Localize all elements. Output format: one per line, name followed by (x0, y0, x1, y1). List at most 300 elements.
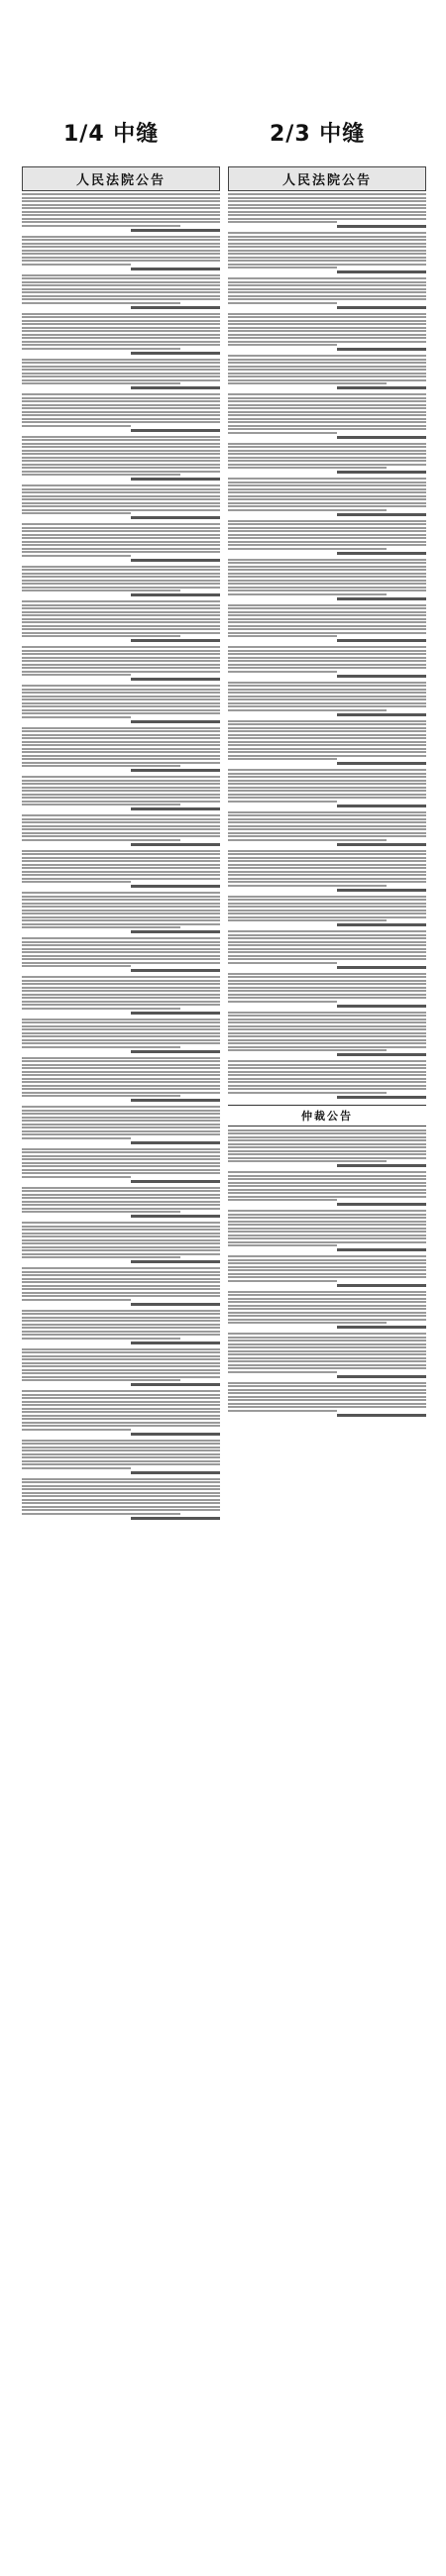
text-line (22, 460, 220, 462)
text-line (228, 705, 426, 707)
text-line (228, 948, 426, 950)
court-signature-line (22, 639, 220, 642)
court-notice-text (228, 393, 426, 434)
text-line (22, 1106, 220, 1108)
text-line (228, 653, 426, 655)
text-line (228, 1150, 426, 1152)
text-line (228, 878, 426, 880)
text-line (22, 488, 220, 490)
text-line (22, 910, 220, 912)
text-line (228, 671, 337, 673)
court-signature-line (228, 1375, 426, 1378)
text-line (228, 885, 387, 887)
court-notice-text (228, 559, 426, 595)
text-line (228, 1262, 426, 1264)
text-line (228, 987, 426, 989)
text-line (228, 1157, 426, 1159)
text-line (22, 780, 220, 782)
text-line (22, 253, 220, 255)
court-notice-text (228, 973, 426, 1003)
court-signature-line (228, 1326, 426, 1329)
text-line (22, 650, 220, 652)
text-line (228, 502, 426, 504)
text-line (22, 277, 220, 279)
text-line (228, 1074, 426, 1076)
text-line (228, 498, 426, 500)
text-line (228, 530, 426, 532)
text-line (22, 509, 220, 511)
text-line (22, 864, 220, 866)
text-line (22, 243, 220, 245)
text-line (228, 1269, 426, 1271)
text-line (228, 407, 426, 409)
text-line (22, 257, 220, 259)
court-notice-text (22, 814, 220, 841)
court-signature-line (228, 805, 426, 807)
text-line (22, 1124, 220, 1126)
text-line (228, 709, 387, 711)
text-line (228, 857, 426, 859)
text-line (22, 727, 220, 729)
text-line (228, 881, 426, 883)
text-line (228, 218, 426, 220)
text-line (22, 341, 220, 343)
court-notice-text (22, 892, 220, 928)
text-line (228, 1367, 426, 1369)
text-line (22, 1190, 220, 1192)
text-line (228, 376, 426, 377)
text-line (22, 1239, 220, 1241)
text-line (22, 1008, 180, 1010)
text-line (22, 1467, 131, 1469)
text-line (228, 1337, 426, 1339)
text-line (228, 505, 426, 507)
court-notice-text (228, 1012, 426, 1052)
text-line (228, 874, 426, 876)
text-line (228, 569, 426, 571)
court-signature-line (22, 1141, 220, 1144)
text-line (22, 1492, 220, 1494)
text-line (228, 393, 426, 395)
text-line (228, 1019, 426, 1020)
text-line (228, 1241, 426, 1243)
text-line (22, 916, 220, 918)
court-signature-line (228, 889, 426, 892)
text-line (228, 1276, 426, 1278)
right-column-banner: 人民法院公告 (228, 166, 426, 191)
text-line (22, 1060, 220, 1062)
text-line (22, 1418, 220, 1420)
text-line (228, 1067, 426, 1069)
text-line (22, 225, 180, 227)
text-line (228, 320, 426, 322)
court-signature-line (22, 386, 220, 389)
text-line (22, 366, 220, 368)
text-line (228, 460, 426, 462)
text-line (228, 544, 426, 546)
court-notice-text (22, 685, 220, 718)
court-notice-text (22, 484, 220, 514)
text-line (22, 923, 220, 925)
text-line (22, 397, 220, 399)
text-line (22, 1064, 220, 1066)
text-line (228, 298, 426, 300)
text-line (228, 930, 426, 932)
text-line (22, 359, 220, 361)
text-line (228, 1042, 426, 1044)
text-line (22, 439, 220, 441)
text-line (228, 488, 426, 490)
text-line (22, 965, 131, 967)
text-line (228, 723, 426, 725)
text-line (22, 737, 220, 739)
text-line (22, 1447, 220, 1449)
text-line (22, 1460, 220, 1462)
text-line (228, 1146, 426, 1148)
text-line (228, 482, 426, 483)
text-line (22, 250, 220, 252)
text-line (22, 892, 220, 894)
text-line (22, 211, 220, 213)
text-line (228, 239, 426, 241)
text-line (228, 1001, 337, 1003)
court-signature-line (228, 306, 426, 309)
text-line (22, 1456, 220, 1458)
court-signature-line (22, 930, 220, 933)
text-line (228, 621, 426, 623)
court-notice-text (22, 393, 220, 427)
text-line (22, 871, 220, 873)
text-line (22, 197, 220, 199)
text-line (22, 712, 220, 714)
text-line (228, 590, 426, 591)
court-notice-text (228, 896, 426, 922)
court-signature-line (22, 593, 220, 596)
text-line (22, 580, 220, 582)
text-line (22, 825, 220, 827)
text-line (228, 1196, 426, 1198)
text-line (22, 1130, 220, 1132)
text-line (22, 1509, 220, 1511)
text-line (22, 1348, 220, 1350)
text-line (22, 450, 220, 452)
text-line (22, 1394, 220, 1396)
text-line (228, 527, 426, 529)
text-line (228, 1343, 426, 1345)
text-line (228, 1294, 426, 1296)
text-line (228, 618, 426, 620)
text-line (228, 794, 426, 796)
text-line (22, 1253, 220, 1255)
text-line (22, 604, 220, 606)
text-line (228, 264, 426, 266)
text-line (228, 1305, 426, 1307)
text-line (22, 600, 220, 602)
text-line (228, 818, 426, 820)
text-line (228, 1280, 337, 1282)
court-notice-text (228, 769, 426, 803)
text-line (22, 1148, 220, 1150)
text-line (22, 330, 220, 332)
text-line (22, 990, 220, 992)
text-line (22, 1025, 220, 1027)
court-signature-line (228, 966, 426, 969)
text-line (228, 776, 426, 778)
text-line (22, 573, 220, 575)
text-line (22, 1415, 220, 1417)
text-line (22, 941, 220, 943)
text-line (22, 1372, 220, 1374)
text-line (22, 614, 220, 616)
text-line (228, 257, 426, 259)
court-notice-text (228, 1333, 426, 1373)
text-line (22, 625, 220, 627)
text-line (228, 1298, 426, 1300)
text-line (22, 1155, 220, 1157)
text-line (228, 260, 426, 262)
text-line (228, 814, 426, 816)
text-line (22, 794, 220, 796)
text-line (228, 450, 426, 452)
court-notice-text (228, 443, 426, 470)
text-line (228, 587, 426, 589)
text-line (22, 762, 220, 764)
text-line (22, 1278, 220, 1280)
left-notice-body (22, 193, 220, 1520)
text-line (22, 1481, 220, 1483)
text-line (228, 1396, 426, 1398)
court-notice-text (228, 232, 426, 268)
text-line (22, 443, 220, 445)
court-notice-text (22, 1057, 220, 1098)
text-line (22, 689, 220, 691)
text-line (22, 1222, 220, 1224)
text-line (22, 583, 220, 585)
text-line (22, 400, 220, 402)
court-signature-line (22, 559, 220, 562)
court-signature-line (22, 1433, 220, 1436)
court-notice-text (22, 1348, 220, 1382)
text-line (22, 1331, 220, 1333)
text-line (22, 418, 220, 420)
court-signature-line (228, 348, 426, 351)
text-line (22, 453, 220, 455)
text-line (22, 1513, 180, 1515)
text-line (228, 1333, 426, 1335)
text-line (228, 1139, 426, 1141)
court-signature-line (228, 1414, 426, 1417)
text-line (22, 1172, 220, 1174)
text-line (22, 537, 220, 539)
text-line (228, 941, 426, 943)
text-line (22, 702, 220, 704)
court-signature-line (22, 229, 220, 232)
text-line (22, 527, 220, 529)
text-line (22, 1334, 220, 1336)
text-line (22, 758, 220, 760)
text-line (228, 801, 337, 803)
text-line (228, 576, 426, 578)
text-line (22, 1249, 220, 1251)
text-line (228, 277, 426, 279)
text-line (22, 1365, 220, 1367)
text-line (22, 1208, 220, 1210)
text-line (22, 1057, 220, 1059)
court-signature-line (228, 713, 426, 716)
text-line (22, 1197, 220, 1199)
text-line (22, 204, 220, 206)
text-line (22, 828, 220, 830)
court-signature-line (228, 270, 426, 273)
text-line (228, 727, 426, 729)
text-line (228, 193, 426, 195)
text-line (228, 1129, 426, 1131)
text-line (228, 397, 426, 399)
text-line (22, 1449, 220, 1451)
text-line (228, 366, 426, 368)
text-line (228, 457, 426, 459)
text-line (228, 839, 387, 841)
text-line (22, 797, 220, 799)
text-line (22, 804, 180, 805)
court-signature-line (22, 769, 220, 772)
text-line (22, 948, 220, 950)
court-notice-text (22, 1187, 220, 1214)
court-signature-line (22, 429, 220, 432)
text-line (228, 359, 426, 361)
text-line (22, 348, 180, 350)
text-line (22, 674, 131, 676)
court-signature-line (228, 1053, 426, 1056)
text-line (22, 926, 180, 928)
text-line (228, 200, 426, 202)
text-line (228, 281, 426, 283)
text-line (22, 512, 131, 514)
court-signature-line (22, 969, 220, 972)
text-line (22, 1028, 220, 1030)
text-line (228, 1231, 426, 1233)
court-signature-line (22, 516, 220, 519)
text-line (22, 1085, 220, 1087)
court-notice-text (228, 1060, 426, 1094)
text-line (22, 323, 220, 325)
court-notice-text (22, 646, 220, 676)
text-line (228, 1060, 426, 1062)
text-line (22, 1376, 220, 1378)
text-line (228, 604, 426, 606)
text-line (22, 997, 220, 999)
text-line (22, 1092, 220, 1094)
text-line (22, 1281, 220, 1283)
text-line (228, 197, 426, 199)
court-signature-line (228, 675, 426, 678)
text-line (228, 341, 426, 343)
text-line (228, 400, 426, 402)
court-signature-line (228, 762, 426, 765)
court-signature-line (22, 1012, 220, 1015)
text-line (22, 692, 220, 694)
text-line (22, 1081, 220, 1083)
text-line (228, 990, 426, 992)
text-line (228, 1049, 387, 1051)
text-line (228, 1064, 426, 1066)
text-line (228, 934, 426, 936)
text-line (22, 1506, 220, 1508)
text-line (22, 313, 220, 315)
text-line (228, 288, 426, 290)
text-line (22, 1320, 220, 1322)
text-line (228, 769, 426, 771)
court-signature-line (228, 1005, 426, 1008)
court-notice-text (22, 850, 220, 884)
court-signature-line (22, 478, 220, 481)
text-line (228, 580, 426, 582)
text-line (22, 1233, 220, 1234)
text-line (22, 734, 220, 736)
text-line (22, 1267, 220, 1269)
text-line (228, 962, 337, 964)
court-notice-text (228, 850, 426, 887)
text-line (228, 751, 426, 753)
text-line (22, 776, 220, 778)
text-line (22, 919, 220, 921)
text-line (22, 1074, 220, 1076)
text-line (228, 1371, 337, 1373)
text-line (228, 467, 387, 469)
text-line (22, 1317, 220, 1319)
text-line (228, 741, 426, 743)
text-line (22, 464, 220, 466)
text-line (22, 1256, 180, 1258)
text-line (22, 660, 220, 662)
court-notice-text (228, 355, 426, 384)
text-line (228, 562, 426, 564)
text-line (228, 1291, 426, 1293)
text-line (22, 218, 220, 220)
court-signature-line (228, 552, 426, 555)
text-line (22, 628, 220, 630)
text-line (22, 1078, 220, 1080)
text-line (22, 1117, 220, 1119)
text-line (228, 1273, 426, 1275)
text-line (228, 916, 426, 918)
text-line (228, 330, 426, 332)
court-notice-text (22, 313, 220, 350)
text-line (228, 1259, 426, 1261)
text-line (228, 698, 426, 700)
text-line (228, 534, 426, 536)
text-line (22, 1235, 220, 1237)
text-line (228, 520, 426, 522)
text-line (228, 650, 426, 652)
text-line (228, 1214, 426, 1216)
text-line (22, 983, 220, 985)
text-line (228, 1234, 426, 1236)
right-notice-body (228, 193, 426, 1099)
text-line (228, 702, 426, 704)
text-line (22, 1211, 180, 1213)
text-line (228, 919, 387, 921)
text-line (22, 214, 220, 216)
text-line (228, 362, 426, 364)
text-line (228, 211, 426, 213)
text-line (22, 671, 220, 673)
text-line (22, 744, 220, 746)
text-line (228, 867, 426, 869)
text-line (22, 958, 220, 960)
text-line (22, 316, 220, 318)
court-signature-line (22, 1471, 220, 1474)
